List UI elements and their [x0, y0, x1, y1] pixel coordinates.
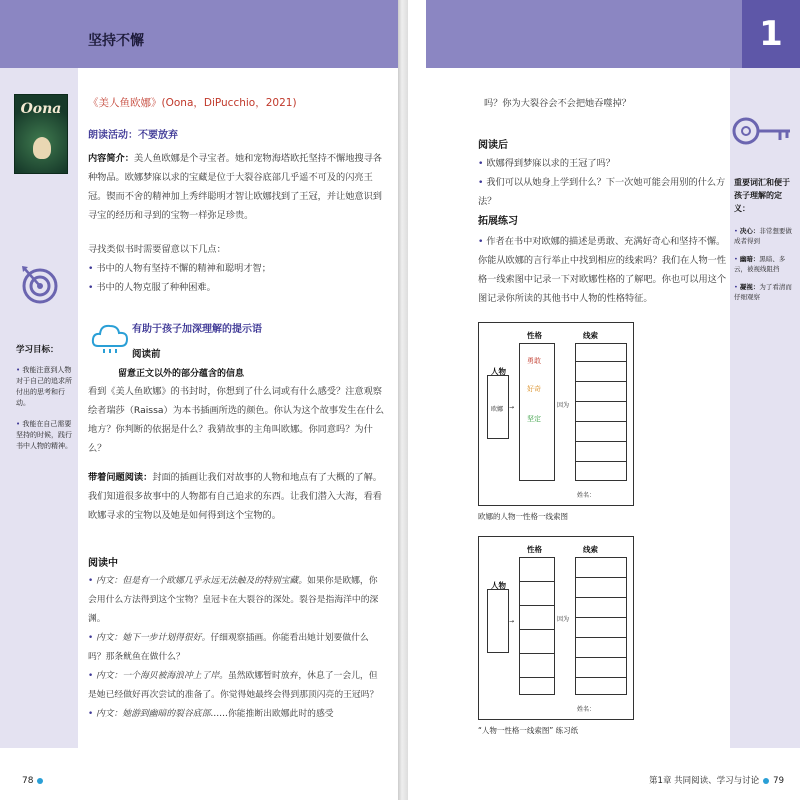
left-page [0, 0, 398, 800]
prompt-title: 有助于孩子加深理解的提示语 [132, 324, 262, 335]
page-header [426, 0, 742, 68]
right-sidebar [730, 68, 800, 748]
page-footer [649, 774, 784, 786]
before-text: 看到《美人鱼欧娜》的书封时，你想到了什么词或有什么感受？注意观察绘者瑞莎（Raissa）为本书插画所选的颜色。你认为这个故事发生在什么地方？你判断的依据是什么？我猜故事的主角叫欧娜。你同意吗？为什么？ [88, 386, 385, 454]
character-trait-diagram-blank: 性格 线索 人物 → 因为 姓名： [478, 536, 634, 720]
book-cover-image [14, 94, 68, 174]
continued-text: 吗？你为大裂谷会不会把她吞噬掉？ [484, 98, 631, 109]
during-title: 阅读中 [88, 558, 118, 569]
chapter-number: 1 [742, 0, 800, 68]
during-item: • 内文：但是有一个欧娜几乎永远无法触及的特别宝藏。如果你是欧娜，你会用什么方法得到这个宝物？皇冠卡在大裂谷的深处。裂谷是指海洋中的深渊。 [88, 572, 386, 629]
after-item: • 我们可以从她身上学到什么？下一次她可能会用别的什么方法？ [478, 173, 728, 211]
vocab-item: • 决心：非常想要做成者得到 [734, 226, 796, 246]
vocab-title: 重要词汇和便于孩子理解的定义： [734, 178, 790, 213]
after-item: • 欧娜得到梦寐以求的王冠了吗？ [478, 154, 728, 173]
page-number: 78 [22, 776, 34, 786]
vocab-item: • 凝视：为了看清而仔细观察 [734, 282, 796, 302]
book-reference: (Oona，DiPucchio，2021) [161, 97, 297, 109]
target-icon [18, 262, 62, 306]
extension-title: 拓展练习 [478, 216, 518, 227]
goal-item: • 我能在自己需要坚持的时候，践行书中人物的精神。 [16, 419, 76, 452]
before-title: 阅读前 [132, 349, 161, 360]
find-point: • 书中的人物克服了种种困难。 [88, 278, 386, 297]
goals-title: 学习目标： [16, 345, 59, 355]
question-text: 封面的插画让我们对故事的人物和地点有了大概的了解。我们知道很多故事中的人物都有自己追求的东西。让我们潜入大海，看看欧娜寻求的宝物以及她是如何得到这个宝物的。 [88, 472, 382, 521]
extension-text: • 作者在书中对欧娜的描述是勇敢、充满好奇心和坚持不懈。你能从欧娜的言行举止中找到相应的线索吗？我们在人物一性格一线索图中记录一下对欧娜性格的了解吧。你也可以用这个图记录你所读的其他书中人物的性格特征。 [478, 232, 728, 308]
page-footer [22, 776, 47, 786]
after-title: 阅读后 [478, 140, 508, 151]
book-gutter [398, 0, 408, 800]
chapter-footer: 第1章 共同阅读、学习与讨论 [649, 776, 760, 786]
during-item: • 内文：一个海贝被海浪冲上了岸。虽然欧娜暂时放弃，休息了一会儿，但是她已经做好再次尝试的准备了。你觉得她最终会得到那顶闪亮的王冠吗？ [88, 667, 386, 705]
question-label: 带着问题阅读： [88, 472, 153, 483]
during-item: • 内文：她游到幽暗的裂谷底部……你能推断出欧娜此时的感受 [88, 705, 386, 724]
activity-title: 朗读活动：不要放弃 [88, 130, 178, 141]
find-lead: 寻找类似书时需要留意以下几点： [88, 244, 226, 255]
diagram1-caption: 欧娜的人物一性格一线索图 [478, 512, 568, 521]
intro-label: 内容简介： [88, 153, 134, 164]
find-point: • 书中的人物有坚持不懈的精神和聪明才智； [88, 259, 386, 278]
intro-text: 美人鱼欧娜是个寻宝者。她和宠物海塔欧托坚持不懈地搜寻各种物品。欧娜梦寐以求的宝藏是位于大裂谷底部几乎遥不可及的闪亮王冠。锲而不舍的精神加上秀绊聪明才智让欧娜找到了王冠，并让她意识到寻宝的经历和寻到的宝物一样弥足珍贵。 [88, 153, 382, 221]
right-page [408, 0, 800, 800]
cloud-icon [90, 320, 130, 354]
goal-item: • 我能注意到人物对于自己的追求所付出的思考和行动。 [16, 365, 76, 409]
key-icon [730, 106, 794, 156]
diagram2-caption: “人物一性格一线索图” 练习纸 [478, 726, 579, 735]
page-header [0, 0, 398, 68]
chapter-topic: 坚持不懈 [88, 33, 144, 49]
cover-title: Oona [20, 101, 62, 117]
character-trait-diagram-filled: 性格 线索 人物 欧娜 → 勇敢 好奇 坚定 因为 姓名： [478, 322, 634, 506]
book-title: 《美人鱼欧娜》 [88, 97, 162, 109]
vocab-item: • 幽暗：黑暗、多云，被视线阻挡 [734, 254, 796, 274]
before-subtitle: 留意正文以外的部分蕴含的信息 [118, 369, 245, 379]
page-number: 79 [773, 776, 784, 786]
during-item: • 内文：她下一步计划得很好。仔细观察插画。你能看出她计划要做什么吗？那条鱿鱼在做什么？ [88, 629, 386, 667]
